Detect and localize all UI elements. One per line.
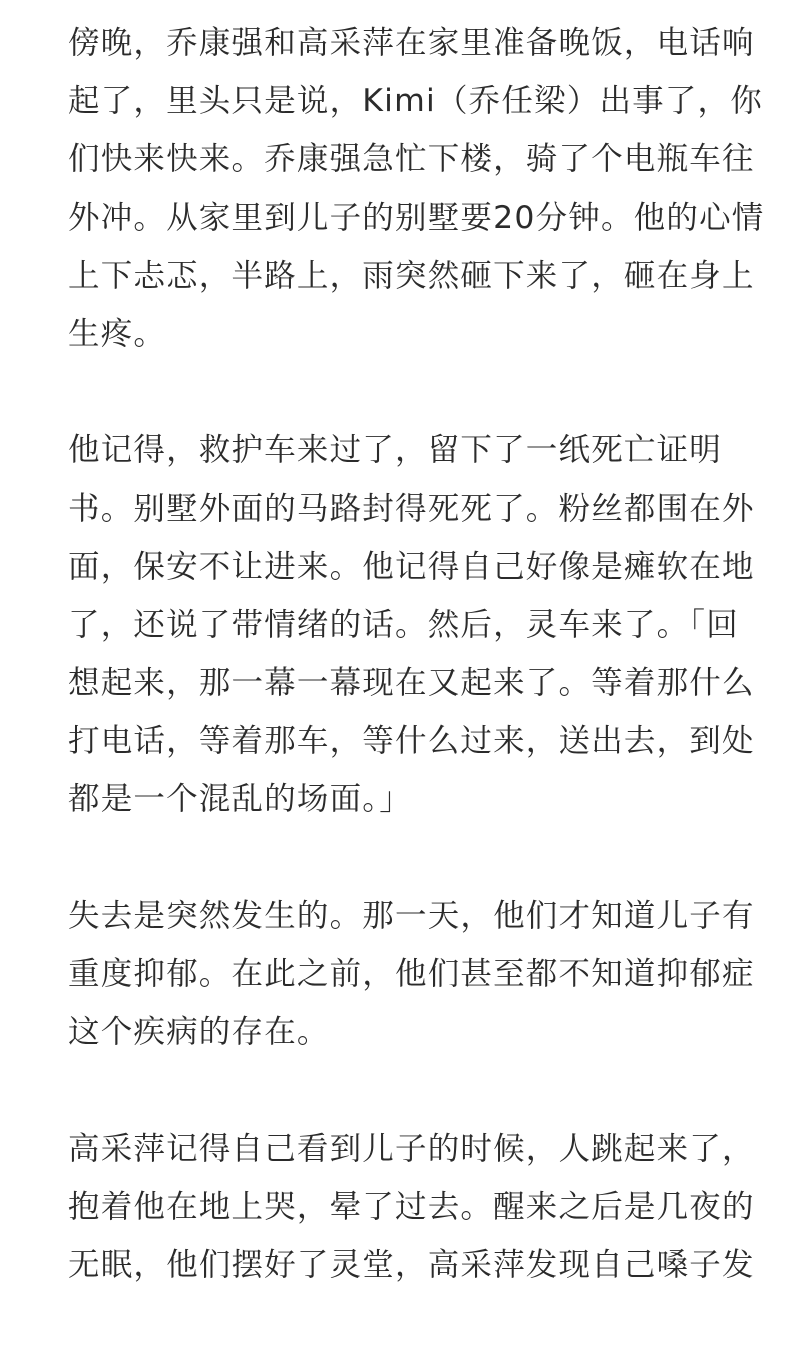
text-line: 外冲。从家里到儿子的别墅要20分钟。他的心情 — [68, 199, 765, 236]
text-line: 面，保安不让进来。他记得自己好像是瘫软在地 — [68, 548, 755, 585]
paragraph-1 — [68, 14, 765, 363]
text-line: 起了，里头只是说，Kimi（乔任梁）出事了，你 — [68, 83, 763, 120]
text-line: 傍晚，乔康强和高采萍在家里准备晚饭，电话响 — [68, 25, 755, 61]
text-line: 无眠，他们摆好了灵堂，高采萍发现自己嗓子发 — [68, 1246, 755, 1283]
paragraph-3 — [68, 887, 755, 1062]
text-line: 书。别墅外面的马路封得死死了。粉丝都围在外 — [68, 490, 755, 527]
paragraph-4 — [68, 1120, 755, 1295]
text-line: 失去是突然发生的。那一天，他们才知道儿子有 — [68, 897, 755, 934]
text-line: 上下忐忑，半路上，雨突然砸下来了，砸在身上 — [68, 257, 755, 294]
text-line: 高采萍记得自己看到儿子的时候，人跳起来了， — [68, 1130, 755, 1167]
text-line: 们快来快来。乔康强急忙下楼，骑了个电瓶车往 — [68, 141, 755, 178]
text-line: 都是一个混乱的场面。」 — [68, 781, 412, 818]
text-line: 抱着他在地上哭，晕了过去。醒来之后是几夜的 — [68, 1188, 755, 1225]
text-line: 想起来，那一幕一幕现在又起来了。等着那什么 — [68, 665, 755, 702]
text-line: 打电话，等着那车，等什么过来，送出去，到处 — [68, 723, 755, 760]
text-line: 生疼。 — [68, 315, 167, 352]
article-body — [68, 14, 765, 1352]
text-line: 了，还说了带情绪的话。然后，灵车来了。「回 — [68, 606, 739, 643]
text-line: 他记得，救护车来过了，留下了一纸死亡证明 — [68, 432, 723, 469]
paragraph-2 — [68, 421, 755, 828]
text-line: 这个疾病的存在。 — [68, 1014, 330, 1051]
text-line: 重度抑郁。在此之前，他们甚至都不知道抑郁症 — [68, 956, 755, 992]
